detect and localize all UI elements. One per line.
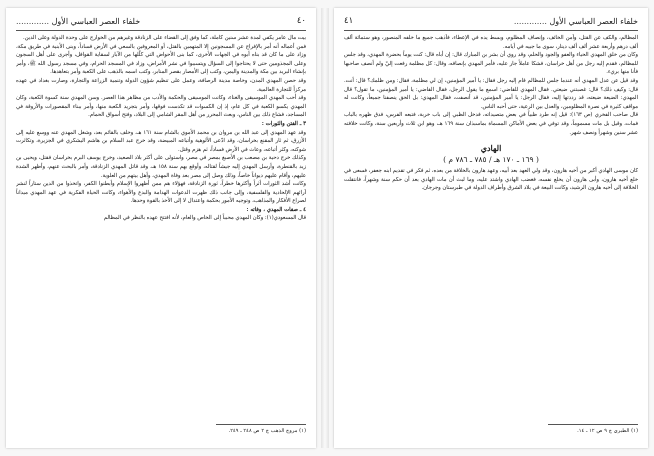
paragraph: بيت مال عامر يكفي لمدة عشر سنين كاملة، كما وفق إلى القضاء على الزنادقة وغيرهم من الخوارج على وحدة الدولة وعلى الدين. <box>22 35 306 41</box>
paragraph: وقد قيل عن عدل المهدي أنه عندما جلس للمظالم قام إليه رجل فقال: يا أمير المؤمنين، إن لي مظلمة، فقال: ومن ظلمك؟ قال: أنت. قال: وكيف ذلك؟ قال: غصبتني ضيعتي. فقال المهدي للقاضي: اسمع ما يقول الرجل، فقال القاضي: يا أمير المؤمنين، ما تقول؟ قال المهدي: الضيعة ضيعته، قد رددتها إليه، فقال الرجل: يا أمير المؤمنين، قد أنصفت، فقال المهدي: بل الحق ينصفنا جميعاً، وكانت له مواقف كثيرة في نصرة المظلومين، والعدل بين الرعية، حتى أحبه الناس. <box>344 77 638 110</box>
section-heading: ٣ ـ الفتن والثورات : <box>261 120 306 127</box>
right-page-body <box>344 34 638 193</box>
chapter-title: الهادي <box>480 143 502 154</box>
paragraph: وقد عهد المهدي إلى عبد الله بن مروان بن محمد الأموي بالشام سنة ١٦١ هـ، وخلف بالقائم بعد، وشغل المهدي عنه ووسع عليه إلى الأزرق، ثم ثار المقنع بخراسان، وقد ادّعى الألوهية وأتباعه المبيضة، وقد خرج عبد السلام بن هاشم اليشكري في الجزيرة، وتكاثرت شوكته، وكثر أتباعه، وعاث في الأرض فساداً، ثم هزم وقتل. <box>16 129 306 153</box>
running-head: خلفاء العصر العباسي الأول ............. <box>16 16 141 26</box>
paragraph: المظالم، والكف عن القتل، وأمن الخائف، وإنصاف المظلوم، وبسط يده في الإعطاء، فأذهب جميع ما خلفه المنصور، وهو ستمائة ألف ألف درهم وأربعة عشر ألف ألف دينار، سوى ما جبيه في أيامه. <box>344 35 638 50</box>
paragraph: قال المسعودي(١): وكان المهدي محبباً إلى الخاص والعام، لأنه افتتح عهده بالنظر في المظالم <box>103 215 306 222</box>
footnote-rule <box>216 424 306 425</box>
left-page-body <box>16 34 306 223</box>
paragraph: وقد أحب المهدي الموسيقى والغناء، وكانت الموسيقى والحكمة والأدب من مظاهر هذا العصر. وسن المهدي سنة كسوة الكعبة، وكان المهدي يكسو الكعبة في كل عام، إذ إن الكسوات قد تكدست فوقها، وأمر بتجريد الكعبة منها، وأمر ببناء المقصورات والأروقة في المساجد، فشاع ذلك بين الناس، وبعث المحرر من أهل المقر الشامي إلى البلاد، وفتح أسواق الحمام. <box>16 95 306 119</box>
header-rule <box>344 30 638 31</box>
right-page-header <box>344 14 638 28</box>
paragraph: وكانت أشد الثورات أثراً وأكثرها خطراً، ثورة الزنادقة، فهؤلاء هم ممن أظهروا الإسلام وأبطنوا الكفر، واتخذوا من الدين ستاراً لنشر آرائهم الإلحادية والفلسفية، وإلى جانب ذلك ظهرت الدعوات الهدامة والبدع والأهواء، وكانت الحياة الفكرية في عهد المهدي ميداناً لصراع الأفكار والمذاهب، وتوجيه الأمور بحكمة واعتدال لا إلى الأخذ بالقوة وحدها. <box>16 181 306 205</box>
left-page <box>6 8 316 448</box>
paragraph: وقد حصن المهدي المدن، وخاصة مدينة الرصافة، وعمل على تنظيم شؤون الدولة وتنمية الزراعة والتجارة، وصارت بغداد في عهده مركزاً للتجارة العالمية. <box>16 77 306 93</box>
left-page-header <box>16 14 306 28</box>
page-number: ٤١ <box>344 16 354 26</box>
right-page <box>334 8 648 448</box>
paragraph: وكان من خلق المهدي الحياء والعفو والجود والحلم، وقد روي أن بشر بن المبارك قال: إن أباه قال: كنت يوماً بحضرة المهدي، وقد جلس للمظالم، فقدم إليه رجل من أهل خراسان، فشكا عاملاً جار عليه، فأمر المهدي بإنصافه، وقال: كل مظلمة رفعت إليّ ولم أنصف صاحبها فأنا منها بريء. <box>344 52 638 76</box>
footnote: (١) الطبري ج ٩ ص ١٢ ـ ١٤. <box>577 428 638 434</box>
footnote-rule <box>548 424 638 425</box>
book-gutter <box>321 8 329 448</box>
header-rule <box>16 30 306 31</box>
running-head: خلفاء العصر العباسي الأول ............. <box>513 16 638 26</box>
paragraph: فمن أعماله أنه أمر بالإفراج عن المسجونين إلا المتهمين بالقتل، أو المعروفين بالسعي في الأرض فساداً، وبنى الأبنية في طريق مكة، وزاد على ما كان قد بناه أبوه في الجهات الأخرى، كما بنى الأحواض التي كلّلها من الآبار لسقاية القوافل، وأجرى على أهل السجون وعلى المجذومين حتى لا يحتاجوا إلى السؤال ويتسببوا في نشر الأمراض، وزاد في المسجد الحرام، وفي مسجد رسول الله ﷺ، وأمر بإنشاء البريد بين مكة والمدينة واليمن، وكتب إلى الأمصار بقصر المنابر، وكتب اسمه بالذهب على الكعبة وأمر بتعاهدها. <box>16 43 306 76</box>
paragraph: قال صاحب الفخري (ص ١٦٣): قيل إنه طرد ظبياً في بعض متصيداته، فدخل الظبي إلى باب خربة، فتبعه الفرس، فدق ظهره بالباب فمات، وقيل بل مات مسموماً، وقد توفي في بعض الأماكن المسماة بماسبذان سنة ١٦٩ هـ، وهو ابن ثلاث وأربعين سنة، وكانت خلافته عشر سنين وشهراً ونصف شهر. <box>344 112 638 136</box>
footnote: (١) مروج الذهب ج ٢ ص ٢٤٨ ـ ٢٤٩. <box>228 428 306 434</box>
chapter-title-block <box>344 143 638 165</box>
page-number: ٤٠ <box>296 16 306 26</box>
chapter-dates: ( ١٦٩ ـ ١٧٠ هـ / ٧٨٥ ـ ٧٨٦ م ) <box>443 155 539 165</box>
section-heading: ٤ ـ صفات المهدي ، وفاته : <box>246 206 306 213</box>
paragraph: وكذلك خرج دحية بن مصعب بن الأصبغ بمصر في مصر، واستولى على أكثر بلاد الصعيد، وخرج يوسف البرم بخراسان فقتل، ويحيى بن زيد بالقنطرة، وأرسل المهدي إليه جيشاً لقتاله، وأوقع بهم سنة ١٥٨ هـ، وقد قاتل المهدي الزنادقة، وأمر بالبحث عنهم، وأظهر الشدة عليهم، وأقام عليهم ديواناً خاصاً، وذلك وصل إلى مصر بعد وفاة المهدي، وأهل بيتهم من العلوية. <box>16 155 306 179</box>
paragraph: كان موسى الهادي أكبر من أخيه هارون، وقد ولي العهد بعد أبيه، وعهد هارون بالخلافة من بعده، ثم فكر في تقديم ابنه جعفر، فسعى في خلع أخيه هارون، وأبى هارون أن يخلع نفسه، فغضب الهادي واشتد عليه، وما لبث أن مات الهادي بعد أن حكم سنة وشهراً، فانتقلت الخلافة إلى أخيه هارون الرشيد، وكانت البيعة في بلاد الشرق وأطراف الدولة في طبرستان وجرجان. <box>344 168 638 192</box>
